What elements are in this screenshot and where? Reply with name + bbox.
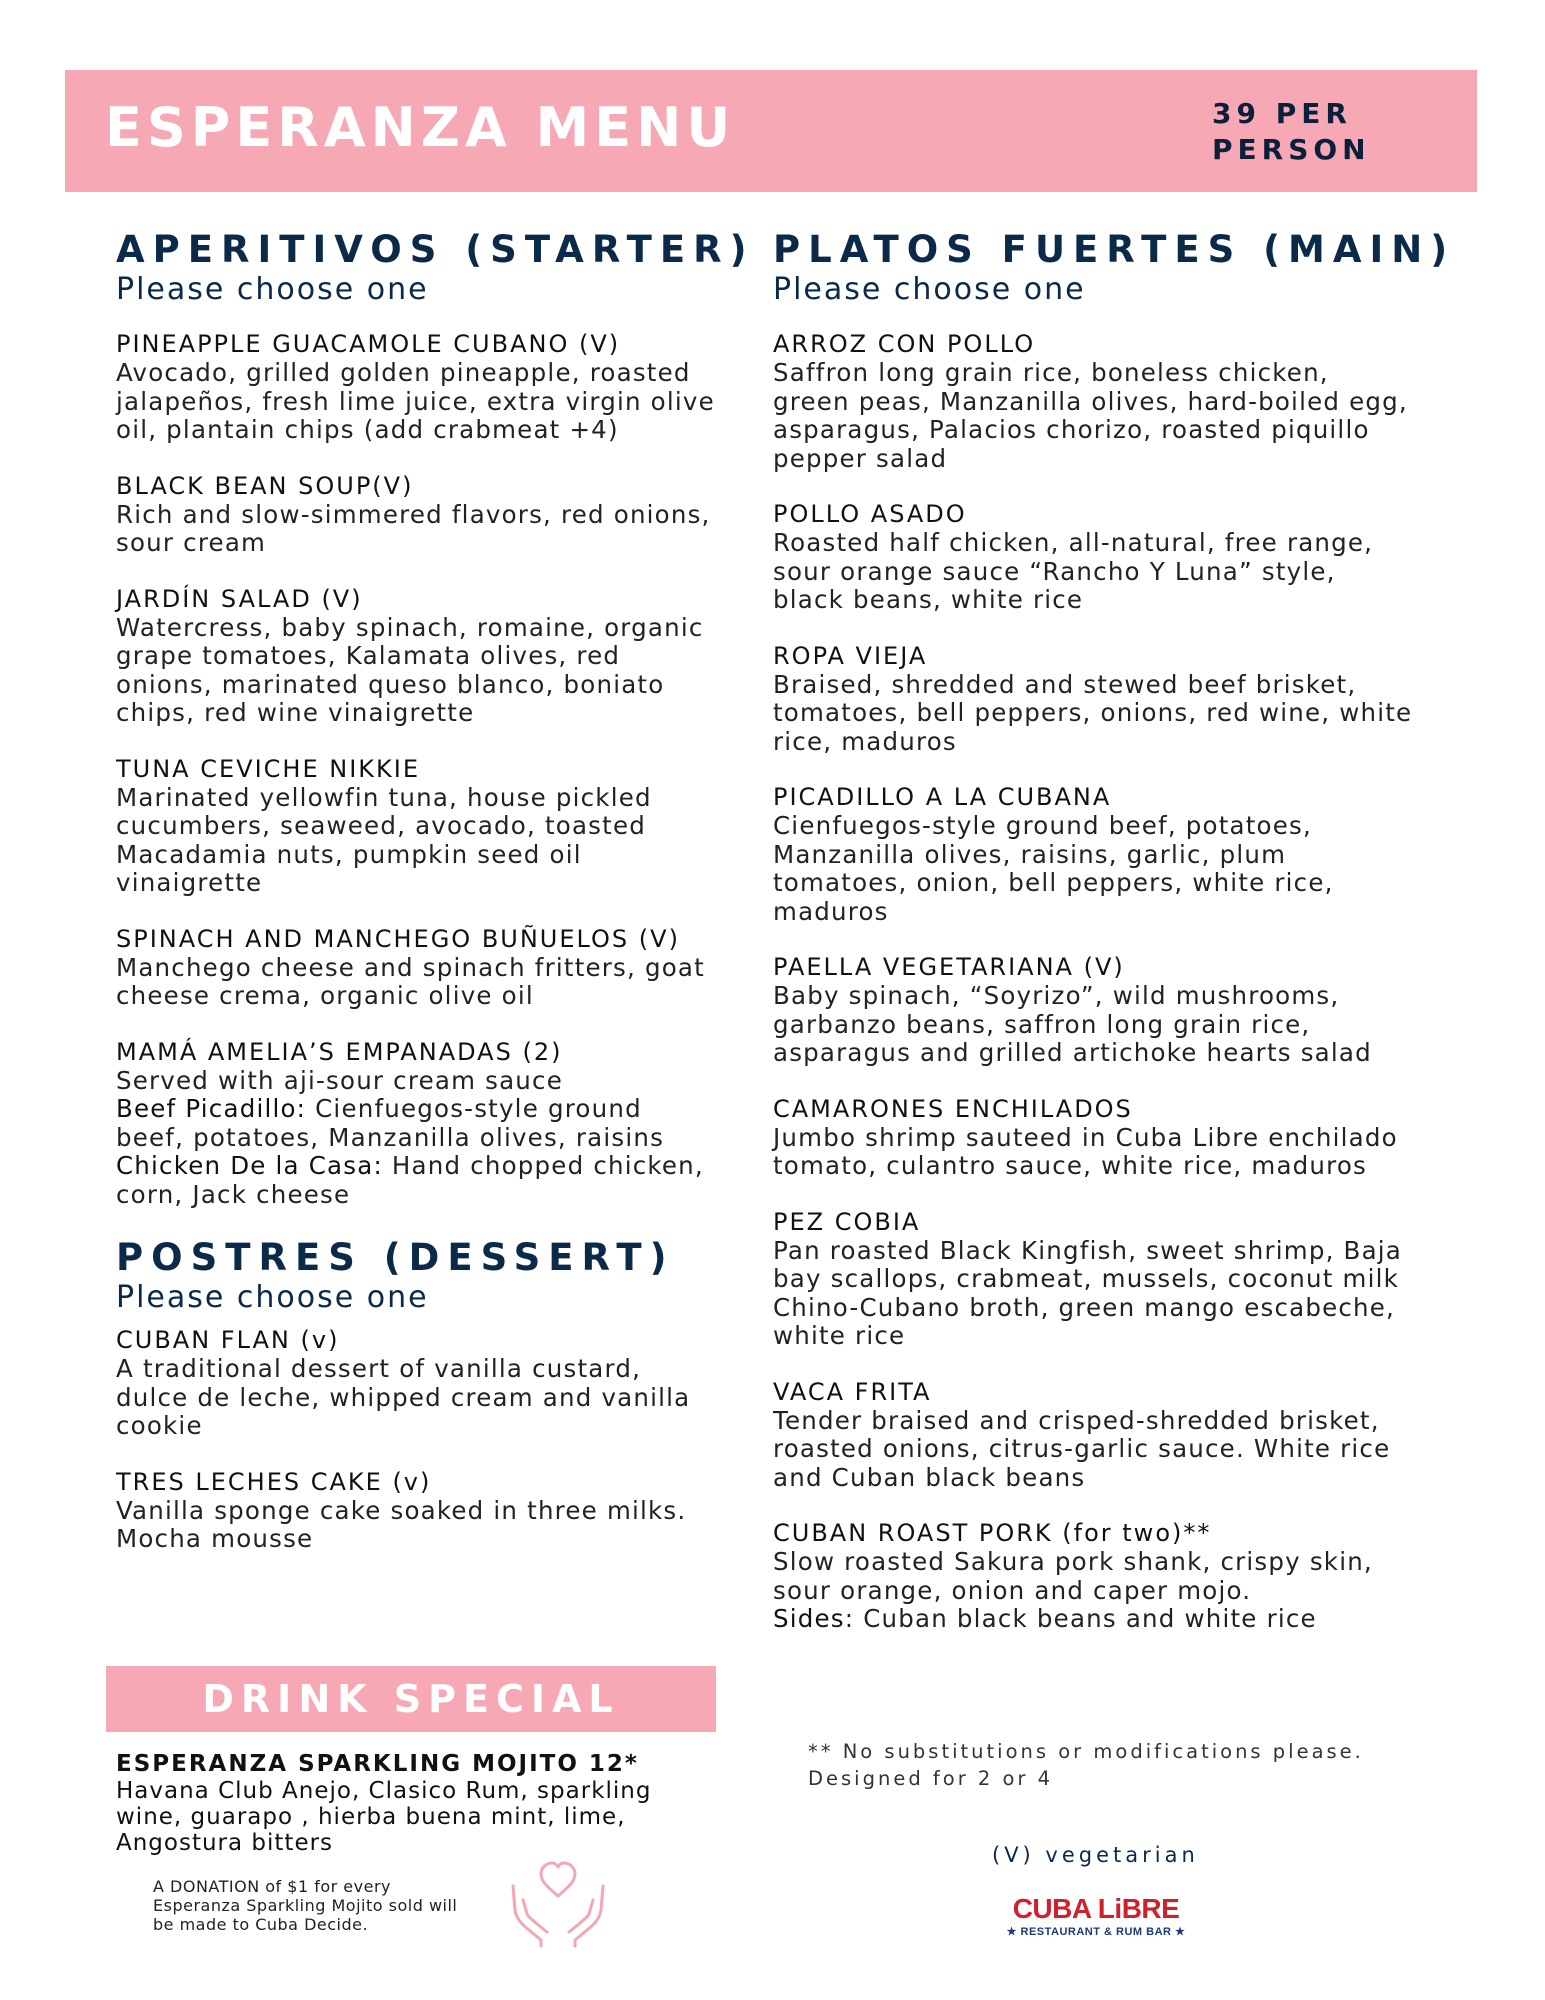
item-name: SPINACH AND MANCHEGO BUÑUELOS (V) — [116, 924, 680, 953]
empanadas-chicken — [116, 1152, 716, 1209]
item-description: Pan roasted Black Kingfish, sweet shrimp, Baja bay scallops, crabmeat, mussels, coconut milk Chino-Cubano broth, green mango escabeche, white rice — [773, 1235, 1402, 1350]
chicken-label: Chicken De la Casa: — [116, 1151, 383, 1180]
desserts-section — [116, 1236, 716, 1554]
menu-item — [116, 472, 716, 558]
empanadas-beef — [116, 1095, 716, 1152]
item-description — [773, 1548, 1413, 1634]
mains-title: PLATOS FUERTES (MAIN) — [773, 228, 1456, 271]
menu-item — [116, 755, 716, 898]
item-name: POLLO ASADO — [773, 500, 967, 528]
menu-item — [773, 1378, 1413, 1493]
item-description: Baby spinach, “Soyrizo”, wild mushrooms, garbanzo beans, saffron long grain rice, asparagus and grilled artichoke hearts salad — [773, 981, 1372, 1067]
item-description: A traditional dessert of vanilla custard, dulce de leche, whipped cream and vanilla cookie — [116, 1354, 691, 1440]
item-description: Marinated yellowfin tuna, house pickled cucumbers, seaweed, avocado, toasted Macadamia nuts, pumpkin seed oil vinaigrette — [116, 782, 652, 897]
menu-item — [773, 953, 1413, 1068]
vegetarian-legend: (V) vegetarian — [992, 1843, 1199, 1867]
beef-desc: Cienfuegos-style ground beef, potatoes, Manzanilla olives, raisins — [116, 1094, 665, 1152]
item-description: Manchego cheese and spinach fritters, goat cheese crema, organic olive oil — [116, 952, 705, 1010]
desserts-subtitle: Please choose one — [116, 1280, 429, 1315]
item-description: Roasted half chicken, all-natural, free range, sour orange sauce “Rancho Y Luna” style, black beans, white rice — [773, 528, 1374, 614]
logo-tagline — [1006, 1926, 1186, 1939]
pork-sides — [773, 1605, 1413, 1634]
price-line-2: PERSON — [1212, 133, 1371, 166]
starters-title: APERITIVOS (STARTER) — [116, 228, 755, 271]
item-name: PEZ COBIA — [773, 1207, 921, 1236]
drink-name: ESPERANZA SPARKLING MOJITO 12* — [116, 1751, 639, 1777]
drink-special-banner — [106, 1666, 716, 1732]
pork-desc: Slow roasted Sakura pork shank, crispy skin, sour orange, onion and caper mojo. — [773, 1547, 1373, 1605]
drink-description: Havana Club Anejo, Clasico Rum, sparkling wine, guarapo , hierba buena mint, lime, Angostura bitters — [116, 1778, 652, 1856]
item-name: ROPA VIEJA — [773, 641, 928, 670]
item-name: CUBAN FLAN (v) — [116, 1326, 340, 1354]
right-column — [773, 228, 1456, 1661]
starters-subtitle: Please choose one — [116, 272, 429, 307]
menu-item — [773, 1095, 1413, 1181]
item-description: Rich and slow-simmered flavors, red onions, sour cream — [116, 499, 711, 557]
star-icon: ★ — [1006, 1926, 1017, 1938]
item-description: Avocado, grilled golden pineapple, roasted jalapeños, fresh lime juice, extra virgin olive oil, plantain chips (add crabmeat +4) — [116, 358, 715, 444]
desserts-title: POSTRES (DESSERT) — [116, 1236, 675, 1279]
item-name: TUNA CEVICHE NIKKIE — [116, 754, 420, 783]
item-description: Cienfuegos-style ground beef, potatoes, Manzanilla olives, raisins, garlic, plum tomatoes, onion, bell peppers, white rice, maduros — [773, 811, 1334, 926]
item-description: Saffron long grain rice, boneless chicken, green peas, Manzanilla olives, hard-boiled egg, asparagus, Palacios chorizo, roasted piquillo pepper salad — [773, 358, 1408, 473]
item-description — [116, 1067, 716, 1210]
item-name: PAELLA VEGETARIANA (V) — [773, 953, 1125, 981]
beef-label: Beef Picadillo: — [116, 1094, 307, 1123]
item-name: PINEAPPLE GUACAMOLE CUBANO (V) — [116, 330, 621, 358]
heart-hands-icon — [505, 1858, 611, 1948]
menu-item — [773, 642, 1413, 757]
menu-title: ESPERANZA MENU — [105, 96, 736, 159]
item-name: BLACK BEAN SOUP(V) — [116, 471, 414, 500]
item-name: CAMARONES ENCHILADOS — [773, 1094, 1133, 1123]
menu-item — [116, 1326, 716, 1441]
menu-item-empanadas — [116, 1038, 716, 1210]
chicken-desc: Hand chopped chicken, corn, Jack cheese — [116, 1151, 704, 1209]
menu-item — [773, 330, 1413, 473]
sides-desc: : Cuban black beans and white rice — [844, 1604, 1317, 1633]
menu-item — [116, 925, 716, 1011]
drink-special-title: DRINK SPECIAL — [202, 1677, 620, 1721]
header-banner — [65, 70, 1477, 192]
price-per-person — [1212, 96, 1372, 168]
item-name: VACA FRITA — [773, 1377, 932, 1406]
item-description: Jumbo shrimp sauteed in Cuba Libre enchilado tomato, culantro sauce, white rice, maduros — [773, 1122, 1398, 1180]
item-description: Watercress, baby spinach, romaine, organic grape tomatoes, Kalamata olives, red onions, marinated queso blanco, boniato chips, red wine vinaigrette — [116, 612, 704, 727]
item-name: TRES LECHES CAKE (v) — [116, 1467, 432, 1496]
logo-tagline-text: RESTAURANT & RUM BAR — [1020, 1926, 1172, 1938]
menu-item — [116, 1468, 716, 1554]
empanadas-sauce: Served with aji-sour cream sauce — [116, 1065, 563, 1095]
cuba-libre-logo — [1006, 1894, 1186, 1942]
mains-subtitle: Please choose one — [773, 272, 1086, 307]
item-name: PICADILLO A LA CUBANA — [773, 783, 1112, 811]
menu-item — [773, 783, 1413, 926]
menu-item — [116, 330, 716, 445]
item-description: Tender braised and crisped-shredded brisket, roasted onions, citrus-garlic sauce. White rice and Cuban black beans — [773, 1405, 1391, 1492]
star-icon: ★ — [1175, 1926, 1186, 1938]
menu-item-roast-pork — [773, 1519, 1413, 1634]
logo-wordmark: CUBA LiBRE — [1012, 1893, 1180, 1924]
left-column — [116, 228, 755, 1581]
menu-item — [773, 1208, 1413, 1351]
item-name: MAMÁ AMELIA’S EMPANADAS (2) — [116, 1037, 563, 1066]
menu-item — [773, 500, 1413, 615]
menu-item — [116, 585, 716, 728]
substitution-note: ** No substitutions or modifications please. Designed for 2 or 4 — [808, 1740, 1364, 1790]
item-name: ARROZ CON POLLO — [773, 330, 1036, 358]
price-line-1: 39 PER — [1212, 97, 1352, 130]
donation-note: A DONATION of $1 for every Esperanza Sparkling Mojito sold will be made to Cuba Decide. — [153, 1877, 458, 1934]
item-description: Braised, shredded and stewed beef brisket, tomatoes, bell peppers, onions, red wine, white rice, maduros — [773, 669, 1413, 756]
drink-special — [116, 1750, 716, 1856]
sides-label: Sides — [773, 1604, 845, 1633]
item-name: JARDÍN SALAD (V) — [116, 584, 363, 613]
item-description: Vanilla sponge cake soaked in three milks. Mocha mousse — [116, 1495, 687, 1553]
item-name: CUBAN ROAST PORK (for two)** — [773, 1519, 1212, 1547]
